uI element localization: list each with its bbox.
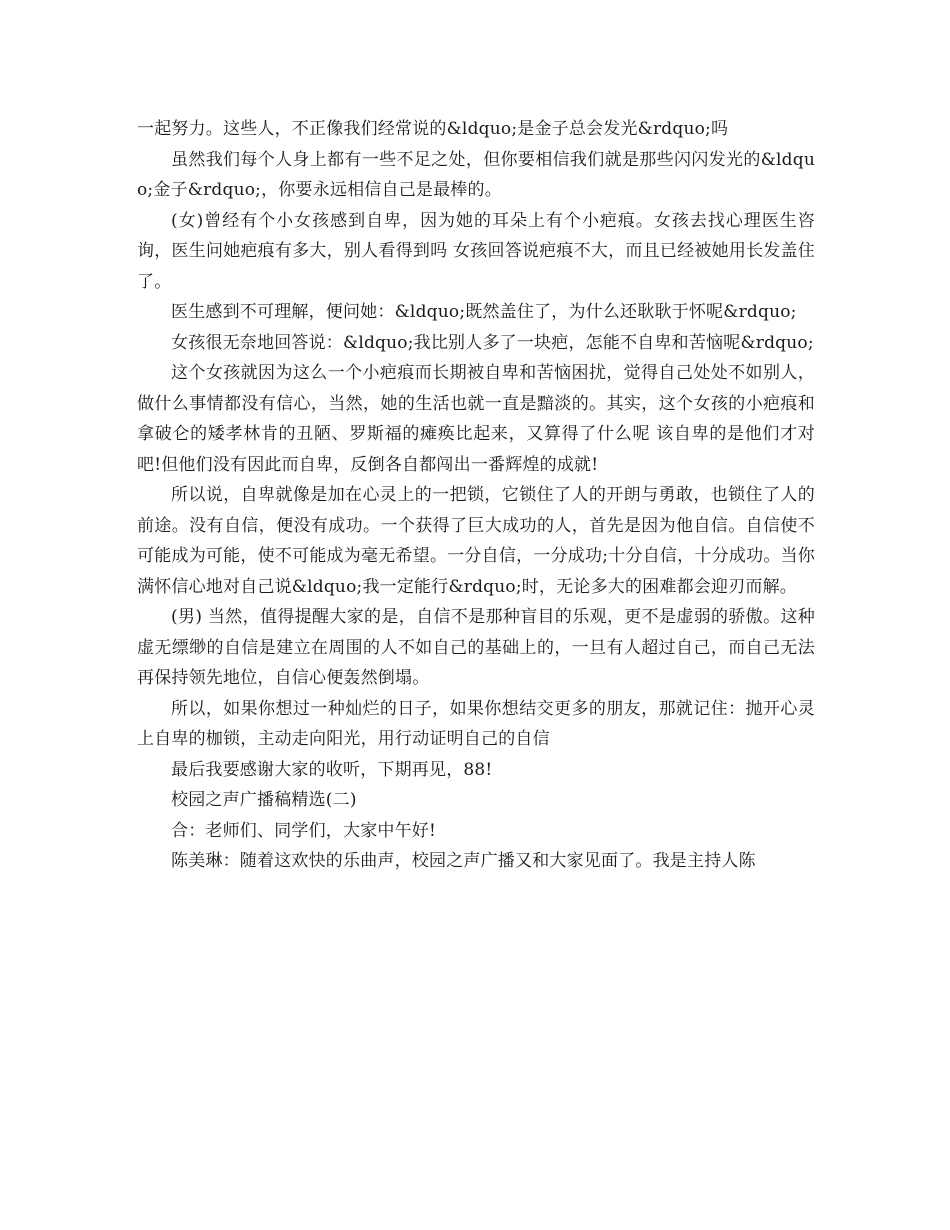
- paragraph-5: 女孩很无奈地回答说：&ldquo;我比别人多了一块疤，怎能不自卑和苦恼呢&rdquo;: [171, 332, 814, 353]
- paragraph-13: 陈美琳：随着这欢快的乐曲声，校园之声广播又和大家见面了。我是主持人陈: [171, 851, 756, 871]
- paragraph-7: 所以说，自卑就像是加在心灵上的一把锁，它锁住了人的开朗与勇敢，也锁住了人的前途。没有自信，便没有成功。一个获得了巨大成功的人，首先是因为他自信。自信使不可能成为可能，使不可能成为毫无希望。一分自信，一分成功;十分自信，十分成功。当你满怀信心地对自己说&ldquo;我一定能行&rdquo;时，无论多大的困难都会迎刃而解。: [137, 485, 815, 597]
- paragraph-2: 虽然我们每个人身上都有一些不足之处，但你要相信我们就是那些闪闪发光的&ldquo;金子&rdquo;，你要永远相信自己是最棒的。: [137, 149, 815, 200]
- paragraph-4: 医生感到不可理解，便问她：&ldquo;既然盖住了，为什么还耿耿于怀呢&rdquo;: [171, 302, 797, 322]
- paragraph-1: 一起努力。这些人，不正像我们经常说的&ldquo;是金子总会发光&rdquo;吗: [137, 119, 729, 139]
- document-body: [137, 114, 815, 877]
- paragraph-6: 这个女孩就因为这么一个小疤痕而长期被自卑和苦恼困扰，觉得自己处处不如别人，做什么事情都没有信心，当然，她的生活也就一直是黯淡的。其实，这个女孩的小疤痕和拿破仑的矮孝林肯的丑陋、罗斯福的瘫痪比起来，又算得了什么呢 该自卑的是他们才对吧!但他们没有因此而自卑，反倒各自都闯出一番辉煌的成就!: [137, 363, 815, 475]
- section-heading: 校园之声广播稿精选(二): [171, 790, 357, 810]
- paragraph-10: 最后我要感谢大家的收听，下期再见，88!: [171, 759, 493, 780]
- paragraph-9: 所以，如果你想过一种灿烂的日子，如果你想结交更多的朋友，那就记住：抛开心灵上自卑的枷锁，主动走向阳光，用行动证明自己的自信: [137, 698, 815, 749]
- paragraph-3: (女)曾经有个小女孩感到自卑，因为她的耳朵上有个小疤痕。女孩去找心理医生咨询，医生问她疤痕有多大，别人看得到吗 女孩回答说疤痕不大，而且已经被她用长发盖住了。: [137, 210, 815, 292]
- paragraph-8: (男) 当然，值得提醒大家的是，自信不是那种盲目的乐观，更不是虚弱的骄傲。这种虚无缥缈的自信是建立在周围的人不如自己的基础上的，一旦有人超过自己，而自己无法再保持领先地位，自信心便轰然倒塌。: [137, 607, 815, 688]
- paragraph-12: 合：老师们、同学们，大家中午好!: [171, 820, 437, 841]
